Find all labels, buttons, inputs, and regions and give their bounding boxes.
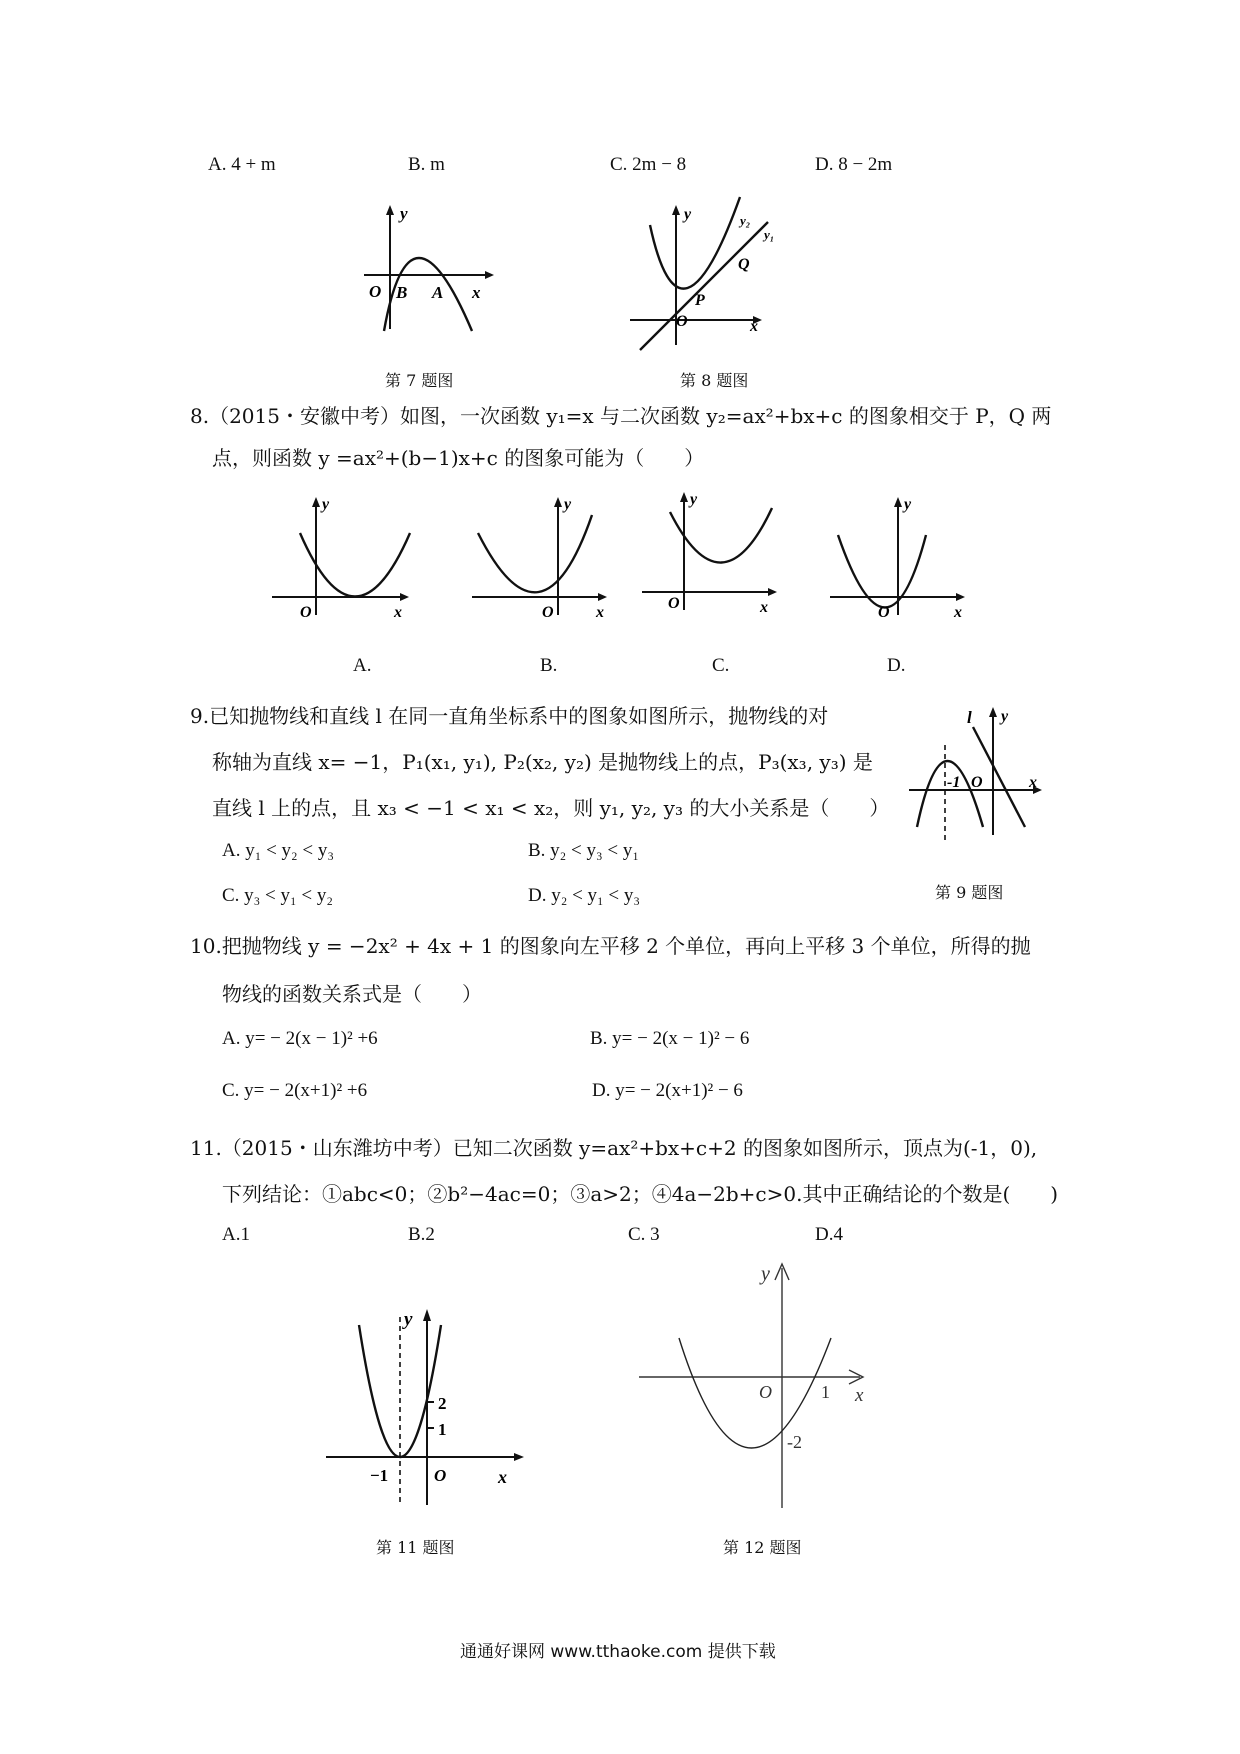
fig12-label-m2: -2: [787, 1432, 802, 1452]
fig8-label-o: O: [676, 313, 688, 330]
fig8-label-x: x: [750, 318, 758, 335]
q11-option-d: D.4: [815, 1224, 843, 1245]
fig11-label-o: O: [434, 1466, 447, 1485]
q8-choice-b: B.: [540, 655, 558, 676]
q10-option-d: D. y= − 2(x+1)² − 6: [592, 1080, 743, 1101]
q11-option-b: B.2: [408, 1224, 435, 1245]
fig7-label-b: B: [396, 283, 408, 302]
fig8-label-q: Q: [738, 256, 750, 273]
q8-choice-d: D.: [887, 655, 906, 676]
figure-8: [628, 205, 788, 350]
fig11-label-1: 1: [438, 1420, 447, 1439]
q9-line-1: 9.已知抛物线和直线 l 在同一直角坐标系中的图象如图所示，抛物线的对: [190, 704, 829, 728]
svg-text:O: O: [300, 604, 312, 621]
option-c: C. 2m − 8: [610, 154, 687, 175]
fig8-label-y1: y₁: [764, 227, 775, 242]
q9-option-d: D. y₂ < y₁ < y₃: [528, 885, 641, 906]
svg-text:O: O: [542, 604, 554, 621]
q9-option-b: B. y₂ < y₃ < y₁: [528, 840, 639, 861]
option-a: A. 4 + m: [208, 154, 276, 175]
fig12-caption: 第 12 题图: [723, 1538, 802, 1557]
figure-12: [635, 1258, 875, 1508]
svg-text:x: x: [394, 604, 402, 621]
q8-choice-a: A.: [353, 655, 372, 676]
fig7-label-y: y: [400, 204, 408, 223]
fig8-line-y1: [640, 222, 768, 350]
fig8-label-p: P: [695, 292, 705, 309]
fig7-label-o: O: [369, 282, 382, 301]
fig9-label-x: x: [1029, 774, 1037, 791]
fig8-label-y2: y₂: [740, 213, 751, 228]
q10-option-b: B. y= − 2(x − 1)² − 6: [590, 1028, 750, 1049]
svg-text:y: y: [564, 496, 572, 513]
fig9-parabola: [917, 761, 983, 827]
svg-text:x: x: [596, 604, 604, 621]
q8-choice-c: C.: [712, 655, 730, 676]
q8-graph-d: [828, 495, 978, 625]
q9-line-3: 直线 l 上的点，且 x₃ < −1 < x₁ < x₂，则 y₁, y₂, y₃ 的大小关系是（ ）: [212, 796, 890, 820]
figure-9: [905, 705, 1055, 845]
fig8-caption: 第 8 题图: [680, 371, 749, 390]
q8-graph-a: [270, 495, 420, 625]
fig11-caption: 第 11 题图: [376, 1538, 455, 1557]
q8-graph-c: [640, 490, 790, 620]
fig11-label-y: y: [404, 1309, 413, 1330]
svg-text:x: x: [954, 604, 962, 621]
fig8-parabola-y2: [650, 197, 740, 289]
fig11-label-m1: −1: [370, 1466, 389, 1485]
q10-line-1: 10.把抛物线 y = −2x² + 4x + 1 的图象向左平移 2 个单位，再向上平移 3 个单位，所得的抛: [190, 934, 1031, 958]
q10-option-c: C. y= − 2(x+1)² +6: [222, 1080, 368, 1101]
fig9-caption: 第 9 题图: [935, 883, 1004, 902]
option-b: B. m: [408, 154, 445, 175]
fig9-label-o: O: [971, 774, 983, 791]
fig9-label-y: y: [1001, 708, 1009, 725]
q11-line-2: 下列结论：①abc<0；②b²−4ac=0；③a>2；④4a−2b+c>0.其中正确结论的个数是( ): [222, 1182, 1059, 1206]
fig12-label-x: x: [855, 1385, 864, 1406]
fig11-label-2: 2: [438, 1394, 447, 1413]
svg-text:x: x: [760, 599, 768, 616]
q11-line-1: 11.（2015・山东潍坊中考）已知二次函数 y=ax²+bx+c+2 的图象如图所示，顶点为(-1，0),: [190, 1136, 1038, 1160]
fig8-label-y: y: [684, 206, 692, 223]
svg-text:y: y: [690, 491, 698, 508]
figure-7: [360, 205, 500, 335]
q8-line-2: 点，则函数 y =ax²+(b−1)x+c 的图象可能为（ ）: [212, 446, 705, 470]
fig7-label-a: A: [432, 283, 444, 302]
q10-option-a: A. y= − 2(x − 1)² +6: [222, 1028, 378, 1049]
option-d: D. 8 − 2m: [815, 154, 893, 175]
fig12-label-y: y: [761, 1263, 770, 1285]
q8-graph-b: [470, 495, 620, 625]
q9-line-2: 称轴为直线 x= −1，P₁(x₁, y₁), P₂(x₂, y₂) 是抛物线上的点，P₃(x₃, y₃) 是: [212, 750, 873, 774]
q11-option-c: C. 3: [628, 1224, 660, 1245]
q9-option-a: A. y₁ < y₂ < y₃: [222, 840, 335, 861]
q8-line-1: 8.（2015・安徽中考）如图，一次函数 y₁=x 与二次函数 y₂=ax²+bx+c 的图象相交于 P，Q 两: [190, 404, 1052, 428]
fig7-caption: 第 7 题图: [385, 371, 454, 390]
q9-option-c: C. y₃ < y₁ < y₂: [222, 885, 333, 906]
svg-text:y: y: [904, 496, 912, 513]
fig12-label-o: O: [759, 1382, 772, 1402]
fig9-label-m1: -1: [947, 774, 961, 791]
fig12-parabola: [679, 1338, 831, 1448]
svg-text:O: O: [878, 604, 890, 621]
svg-text:O: O: [668, 595, 680, 612]
fig11-label-x: x: [498, 1467, 507, 1487]
fig12-label-1: 1: [821, 1382, 830, 1402]
svg-text:y: y: [322, 496, 330, 513]
q10-line-2: 物线的函数关系式是（ ）: [222, 982, 482, 1006]
figure-11: [322, 1305, 522, 1505]
fig7-label-x: x: [472, 283, 481, 302]
q11-option-a: A.1: [222, 1224, 250, 1245]
footer-text: 通通好课网 www.tthaoke.com 提供下载: [460, 1642, 776, 1662]
fig9-label-l: l: [967, 708, 972, 727]
